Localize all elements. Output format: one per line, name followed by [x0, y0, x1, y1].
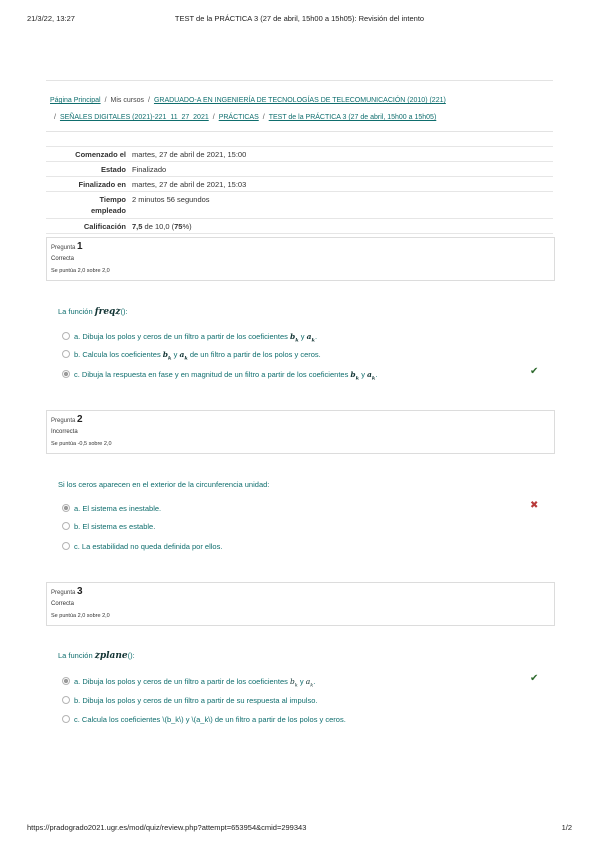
- breadcrumb-my-courses: Mis cursos: [110, 97, 144, 104]
- print-header: [0, 14, 599, 26]
- page-number: 1/2: [561, 823, 572, 832]
- answer-option-selected[interactable]: c. Dibuja la respuesta en fase y en magnitud de un filtro a partir de los coeficientes $b_k$ y $a_k$.: [62, 370, 377, 382]
- answer-option[interactable]: b. El sistema es estable.: [62, 522, 155, 531]
- finished-value: martes, 27 de abril de 2021, 15:03: [132, 180, 247, 189]
- time-label-1: Tiempo: [99, 195, 126, 204]
- started-label: Comenzado el: [75, 150, 126, 159]
- attempt-summary: [46, 146, 553, 234]
- question-number: Pregunta 2: [51, 414, 83, 425]
- grade-score: 7,5: [132, 222, 143, 231]
- started-value: martes, 27 de abril de 2021, 15:00: [132, 150, 247, 159]
- grade-value: 7,5 de 10,0 (75%): [132, 222, 192, 231]
- breadcrumb-degree[interactable]: GRADUADO-A EN INGENIERÍA DE TECNOLOGÍAS DE TELECOMUNICACIÓN (2010) (221): [153, 97, 446, 104]
- answer-option[interactable]: a. Dibuja los polos y ceros de un filtro a partir de los coeficientes $b_k$ y $a_k$.: [62, 332, 317, 344]
- grade-label: Calificación: [83, 222, 126, 231]
- question-state: Correcta: [51, 256, 75, 262]
- question-state: Correcta: [51, 601, 75, 607]
- breadcrumb-quiz[interactable]: TEST de la PRÁCTICA 3 (27 de abril, 15h00 a 15h05): [268, 114, 437, 121]
- answer-option-selected[interactable]: a. El sistema es inestable.: [62, 504, 161, 513]
- time-value: 2 minutos 56 segundos: [132, 195, 210, 204]
- grade-percent: 75: [174, 222, 183, 231]
- answer-option[interactable]: c. Calcula los coeficientes \(b_k\) y \(a_k\) de un filtro a partir de los polos y ceros.: [62, 715, 346, 724]
- radio-button-checked[interactable]: [62, 677, 70, 685]
- question-number: Pregunta 3: [51, 586, 83, 597]
- check-icon: ✔: [530, 366, 539, 377]
- radio-button[interactable]: [62, 542, 70, 550]
- question-info-2: [46, 410, 555, 454]
- question-info-1: [46, 237, 555, 281]
- question-grade: Se puntúa 2,0 sobre 2,0: [51, 613, 110, 619]
- time-label-2: empleado: [90, 206, 126, 215]
- breadcrumb-course[interactable]: SEÑALES DIGITALES (2021)-221_11_27_2021: [59, 114, 209, 121]
- question-grade: Se puntúa 2,0 sobre 2,0: [51, 268, 110, 274]
- breadcrumb: Página Principal / Mis cursos / GRADUADO-A EN INGENIERÍA DE TECNOLOGÍAS DE TELECOMUNICACIÓN (2010) (221) / SEÑALES DIGITALES (2021)-221_11_27_2021 / PRÁCTICAS / TEST de la PRÁCTICA 3 (27 de abril, 15h00 a 15h05): [46, 80, 553, 132]
- finished-label: Finalizado en: [78, 180, 126, 189]
- radio-button[interactable]: [62, 350, 70, 358]
- question-text-1: La función freqz():: [58, 307, 128, 317]
- radio-button-checked[interactable]: [62, 370, 70, 378]
- question-text-2: Si los ceros aparecen en el exterior de la circunferencia unidad:: [58, 480, 270, 489]
- question-text-3: La función zplane():: [58, 651, 135, 661]
- print-title: TEST de la PRÁCTICA 3 (27 de abril, 15h00 a 15h05): Revisión del intento: [174, 14, 425, 23]
- question-info-3: [46, 582, 555, 626]
- print-date: 21/3/22, 13:27: [27, 14, 75, 23]
- cross-icon: ✖: [530, 500, 539, 511]
- answer-option[interactable]: b. Calcula los coeficientes $b_k$ y $a_k$ de un filtro a partir de los polos y ceros.: [62, 350, 321, 362]
- print-url: https://pradogrado2021.ugr.es/mod/quiz/review.php?attempt=653954&cmid=299343: [27, 823, 307, 832]
- check-icon: ✔: [530, 673, 539, 684]
- radio-button[interactable]: [62, 522, 70, 530]
- radio-button[interactable]: [62, 332, 70, 340]
- radio-button-checked[interactable]: [62, 504, 70, 512]
- answer-option-selected[interactable]: a. Dibuja los polos y ceros de un filtro a partir de los coeficientes $b_k$ y $a_k$.: [62, 677, 315, 689]
- breadcrumb-home[interactable]: Página Principal: [50, 97, 101, 104]
- breadcrumb-section[interactable]: PRÁCTICAS: [218, 114, 259, 121]
- answer-option[interactable]: b. Dibuja los polos y ceros de un filtro a partir de su respuesta al impulso.: [62, 696, 317, 705]
- radio-button[interactable]: [62, 696, 70, 704]
- question-state: Incorrecta: [51, 429, 78, 435]
- question-grade: Se puntúa -0,5 sobre 2,0: [51, 441, 112, 447]
- radio-button[interactable]: [62, 715, 70, 723]
- state-label: Estado: [100, 165, 126, 174]
- state-value: Finalizado: [132, 165, 167, 174]
- question-number: Pregunta 1: [51, 241, 83, 252]
- answer-option[interactable]: c. La estabilidad no queda definida por ellos.: [62, 542, 222, 551]
